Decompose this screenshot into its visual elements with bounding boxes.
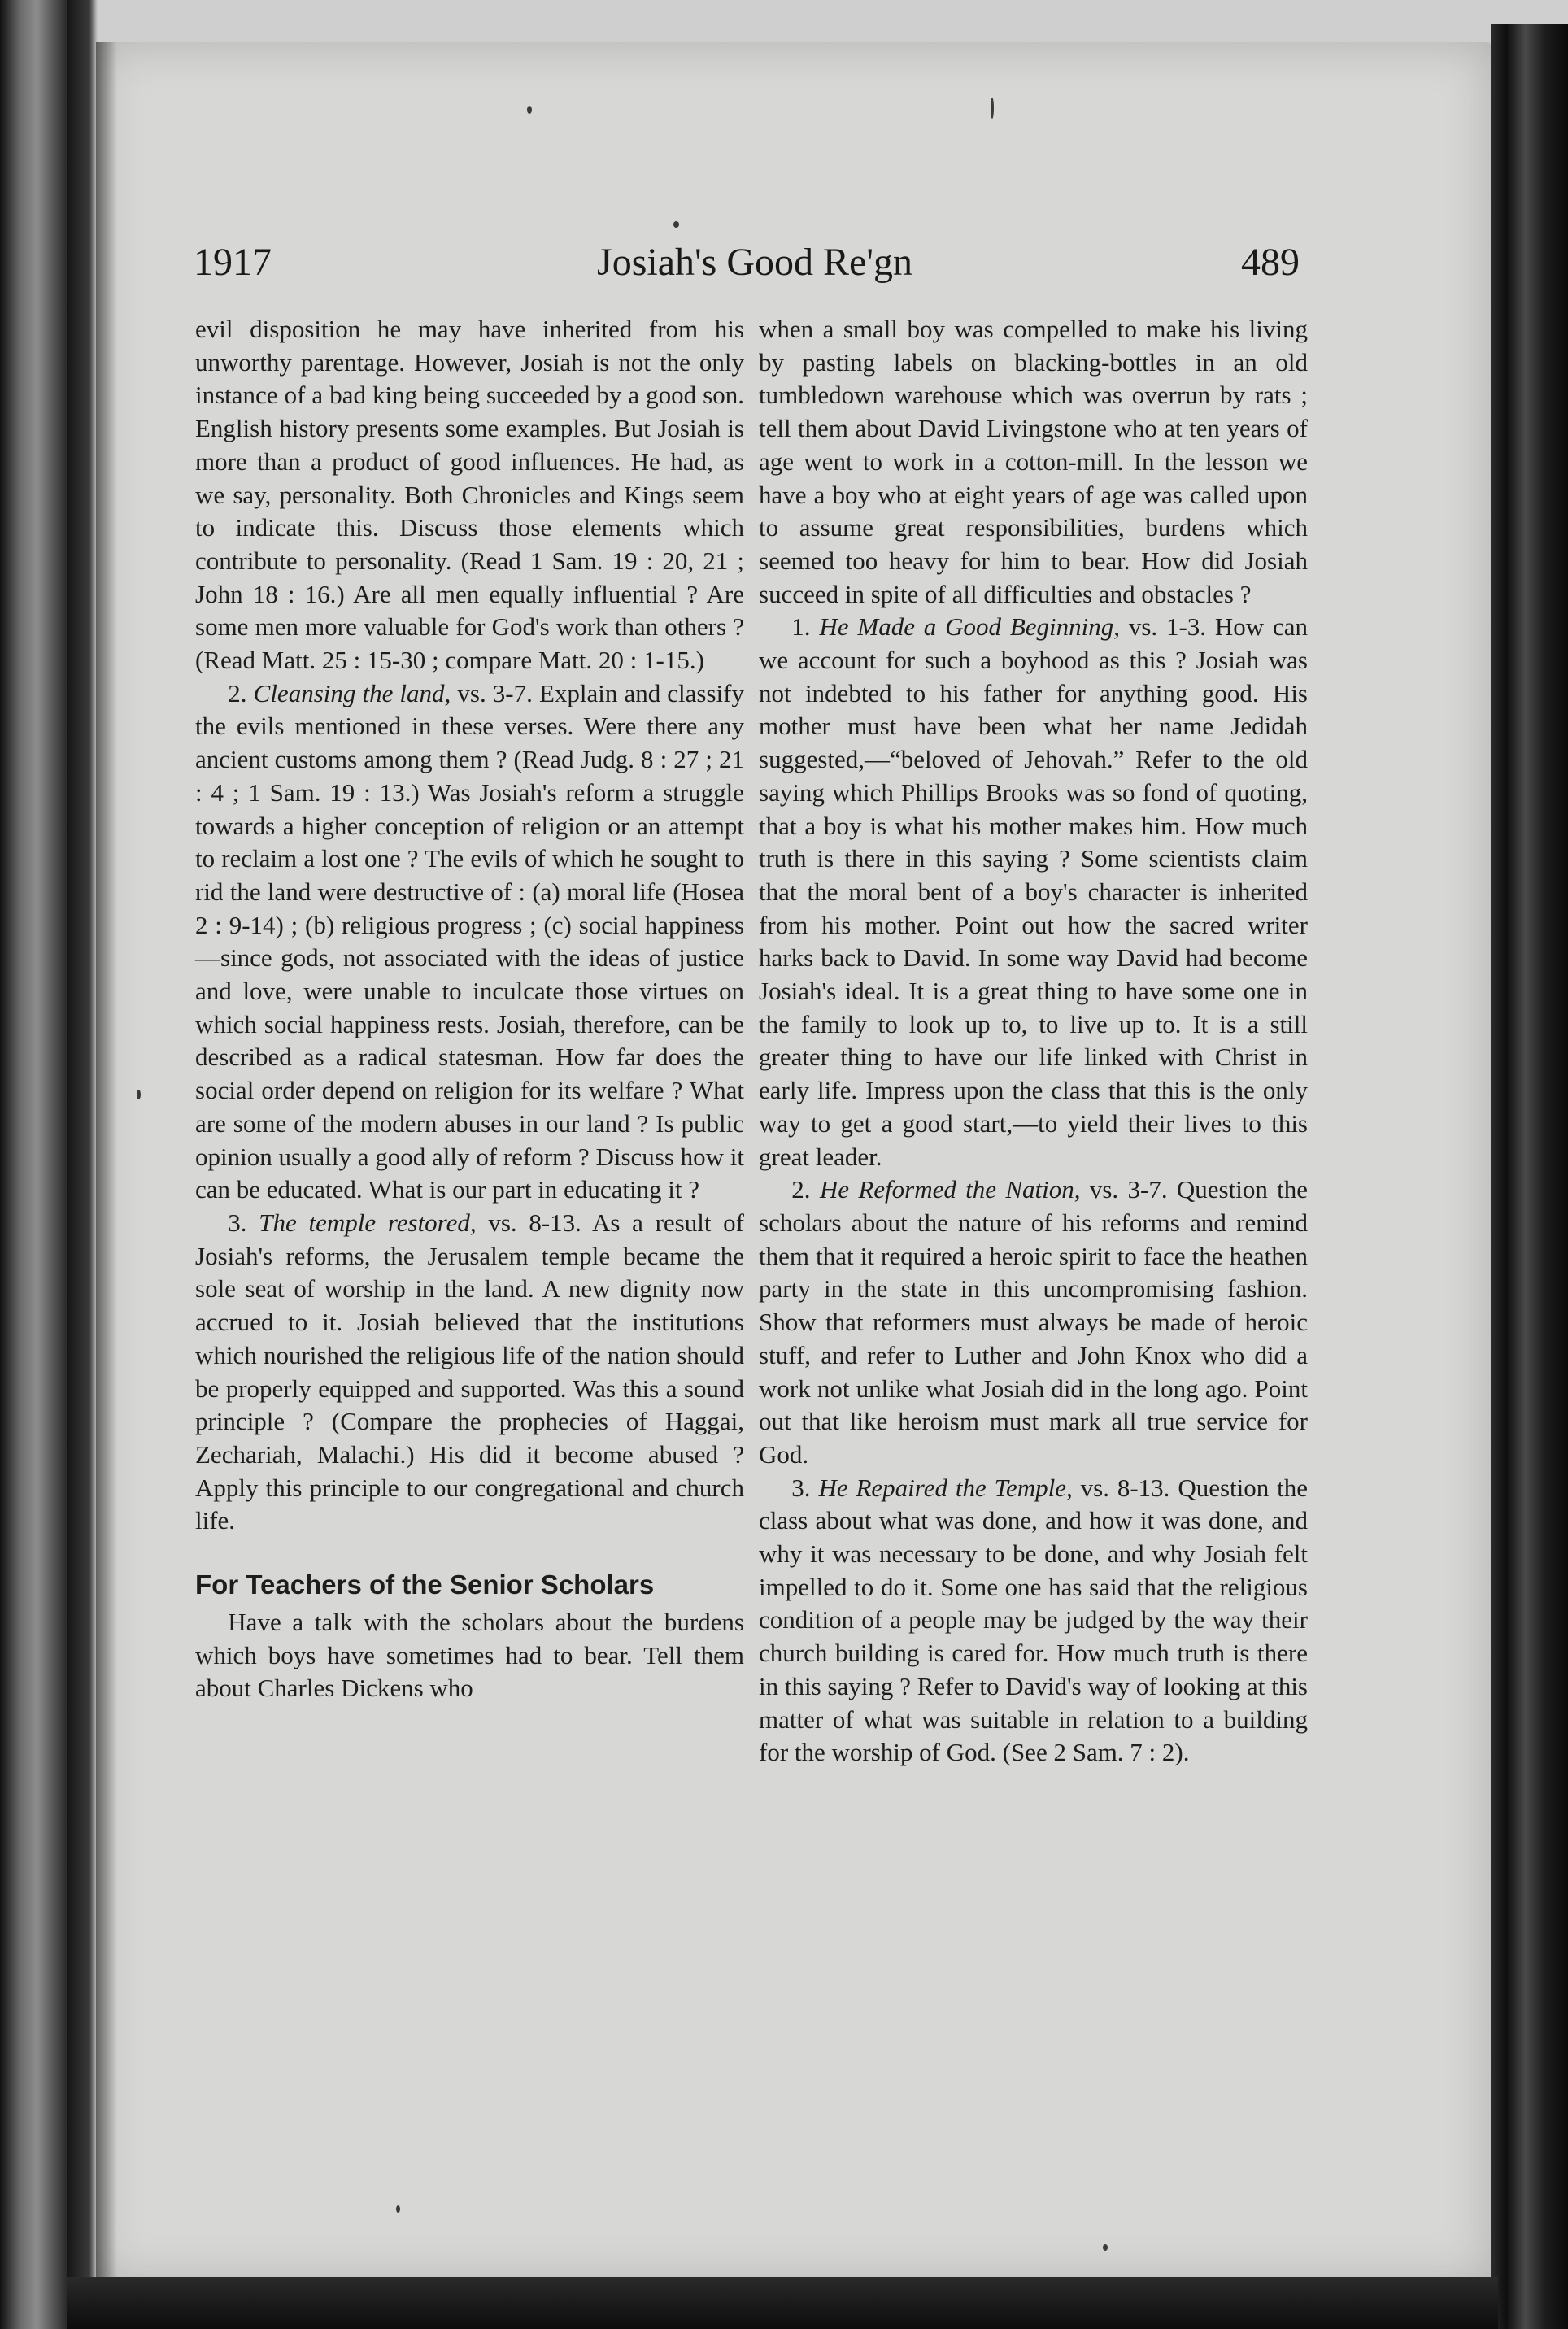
paragraph-number: 3. xyxy=(228,1208,247,1237)
paragraph-number: 1. xyxy=(791,612,811,642)
page-number: 489 xyxy=(1241,241,1300,284)
paragraph-heading: The temple restored, xyxy=(259,1208,477,1237)
dust-speck xyxy=(396,2205,400,2213)
header-title: Josiah's Good Re'gn xyxy=(597,241,912,284)
paragraph-heading: He Reformed the Nation, xyxy=(819,1175,1081,1204)
paragraph-body: vs. 8-13. As a result of Josiah's reforms, the Jerusalem temple became the sole seat of worship in the land. A new dignity now accrued to it. Josiah believed that the institutions which nourished the religious life of the nation should be properly equipped and supported. Was this a sound principle ? (Compare the prophecies of Haggai, Zechariah, Malachi.) His did it become abused ? Apply this principle to our congregational and church life. xyxy=(195,1208,744,1535)
dust-speck xyxy=(1103,2244,1108,2251)
numbered-paragraph xyxy=(195,1207,744,1538)
paragraph-body: vs. 1-3. How can we account for such a boyhood as this ? Josiah was not indebted to his father for anything good. His mother must have been what her name Jedidah suggested,—“beloved of Jehovah.” Refer to the old saying which Phillips Brooks was so fond of quoting, that a boy is what his mother makes him. How much truth is there in this saying ? Some scientists claim that the moral bent of a boy's character is inherited from his mother. Point out how the sacred writer harks back to David. In some way David had become Josiah's ideal. It is a great thing to have some one in the family to look up to, to live up to. It is a still greater thing to have our life linked with Christ in early life. Impress upon the class that this is the only way to get a good start,—to yield their lives to this great leader. xyxy=(759,612,1309,1171)
paragraph-heading: He Made a Good Beginning, xyxy=(819,612,1120,642)
numbered-paragraph xyxy=(759,1472,1308,1770)
spine-shadow xyxy=(96,42,117,2283)
book-cover-edge xyxy=(1491,24,1568,2329)
paragraph: Have a talk with the scholars about the burdens which boys have sometimes had to bear. Tell them about Charles Dickens who xyxy=(195,1608,744,1703)
paragraph-heading: Cleansing the land, xyxy=(253,678,451,707)
paragraph-number: 3. xyxy=(791,1473,811,1502)
book-bottom-edge xyxy=(67,2277,1498,2329)
paragraph-number: 2. xyxy=(228,678,247,707)
dust-speck xyxy=(991,98,994,119)
facing-page-edge xyxy=(0,0,67,2329)
numbered-paragraph xyxy=(759,611,1308,1173)
paragraph-body: vs. 3-7. Question the scholars about the nature of his reforms and remind them that it required a heroic spirit to face the heathen party in the state in this uncompromising fashion. Show that reformers must always be made of heroic stuff, and refer to Luther and John Knox who did a work not unlike what Josiah did in the long ago. Point out that like heroism must mark all true service for God. xyxy=(759,1175,1309,1469)
section-heading: For Teachers of the Senior Scholars xyxy=(195,1569,655,1600)
numbered-paragraph xyxy=(759,1173,1308,1471)
paragraph-body: vs. 3-7. Explain and classify the evils mentioned in these verses. Were there any ancient customs among them ? (Read Judg. 8 : 27 ; 21 : 4 ; 1 Sam. 19 : 13.) Was Josiah's reform a struggle towards a higher conception of religion or an attempt to reclaim a lost one ? The evils of which he sought to rid the land were destructive of : (a) moral life (Hosea 2 : 9-14) ; (b) religious progress ; (c) social happiness—since gods, not associated with the ideas of justice and love, were unable to inculcate those virtues on which social happiness rests. Josiah, therefore, can be described as a radical statesman. How far does the social order depend on religion for its welfare ? What are some of the modern abuses in our land ? Is public opinion usually a good ally of reform ? Discuss how it can be educated. What is our part in educating it ? xyxy=(195,678,745,1204)
dust-speck xyxy=(673,221,679,228)
paragraph-heading: He Repaired the Temple, xyxy=(818,1473,1073,1502)
dust-speck xyxy=(527,106,532,114)
numbered-paragraph xyxy=(195,677,744,1207)
running-header xyxy=(194,240,1300,297)
paragraph-number: 2. xyxy=(791,1175,811,1204)
left-text-column xyxy=(195,313,744,1705)
paragraph-body: vs. 8-13. Question the class about what was done, and how it was done, and why it was necessary to be done, and why Josiah felt impelled to do it. Some one has said that the religious condition of a people may be judged by the way their church building is cared for. How much truth is there in this saying ? Refer to David's way of looking at this matter of what was suitable in relation to a building for the worship of God. (See 2 Sam. 7 : 2). xyxy=(759,1473,1309,1767)
paragraph: evil disposition he may have inherited from his unworthy parentage. However, Josiah is not the only instance of a bad king being succeeded by a good son. English history presents some examples. But Josiah is more than a product of good influences. He had, as we say, personality. Both Chronicles and Kings seem to indicate this. Discuss those elements which contribute to personality. (Read 1 Sam. 19 : 20, 21 ; John 18 : 16.) Are all men equally influential ? Are some men more valuable for God's work than others ? (Read Matt. 25 : 15-30 ; compare Matt. 20 : 1-15.) xyxy=(195,315,744,675)
header-year: 1917 xyxy=(194,241,272,284)
dust-speck xyxy=(137,1090,141,1099)
paragraph: when a small boy was compelled to make his living by pasting labels on blacking-bottles in an old tumbledown warehouse which was overrun by rats ; tell them about David Livingstone who at ten years of age went to work in a cotton-mill. In the lesson we have a boy who at eight years of age was called upon to assume great responsibilities, burdens which seemed too heavy for him to bear. How did Josiah succeed in spite of all difficulties and obstacles ? xyxy=(759,315,1308,608)
right-text-column xyxy=(759,313,1308,1770)
